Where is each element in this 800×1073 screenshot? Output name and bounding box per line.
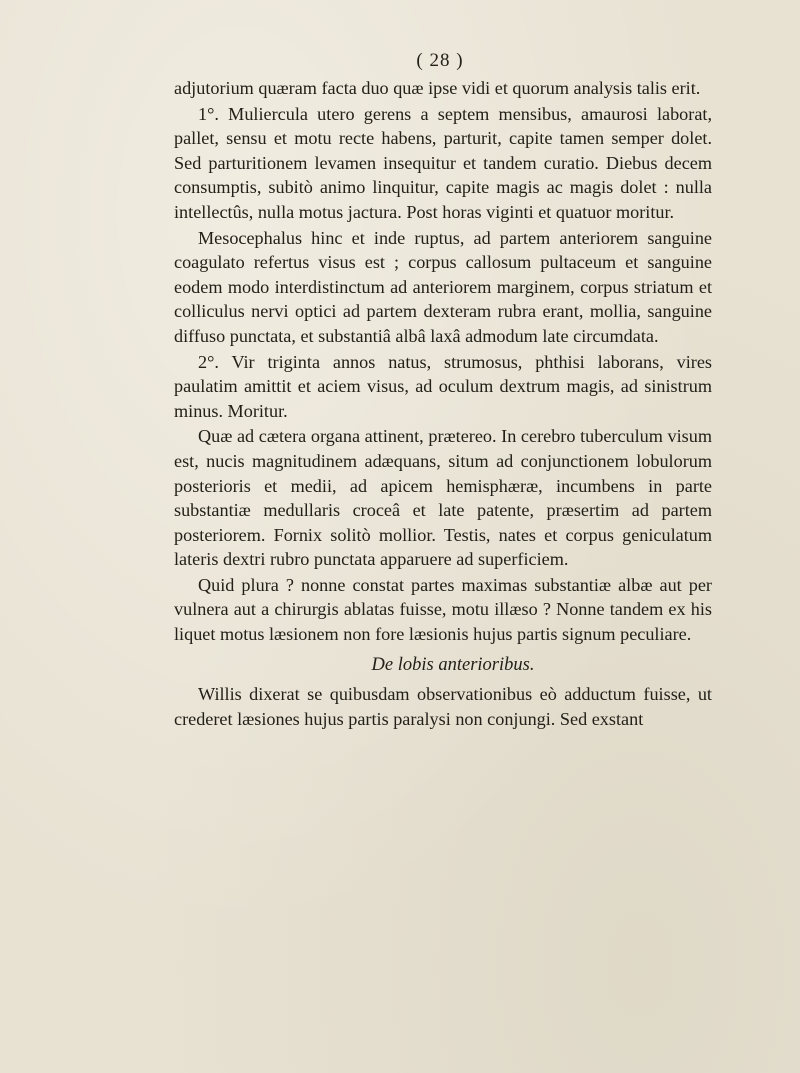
paragraph-case-1: 1°. Muliercula utero gerens a septem mensibus, amaurosi laborat, pallet, sensu et motu recte habens, parturit, capite tamen semper dolet. Sed parturitionem levamen insequitur et tandem curatio. Diebus decem consumptis, subitò animo linquitur, capite magis ac magis dolet : nulla intellectûs, nulla motus jactura. Post horas viginti et quatuor moritur. [174,103,712,222]
paragraph-conclusion: Quid plura ? nonne constat partes maximas substantiæ albæ aut per vulnera aut a chirurgis ablatas fuisse, motu illæso ? Nonne tandem ex his liquet motus læsionem non fore læsionis hujus partis signum peculiare. [174,574,712,645]
page-number: ( 28 ) [416,50,464,71]
page-body [174,76,712,731]
paragraph-continuation: adjutorium quæram facta duo quæ ipse vidi et quorum analysis talis erit. [174,78,701,98]
paragraph-willis: Willis dixerat se quibusdam observationibus eò adductum fuisse, ut crederet læsiones hujus partis paralysi non conjungi. Sed exstant [174,684,712,729]
paragraph-case-1-autopsy: Mesocephalus hinc et inde ruptus, ad partem anteriorem sanguine coagulato refertus visus est ; corpus callosum pultaceum et sanguine eodem modo interdistinctum ad anteriorem marginem, corpus striatum et colliculus nervi optici ad partem dexteram rubra erant, mollia, sanguine diffuso punctata, et substantiâ albâ laxâ admodum late circumdata. [174,227,712,346]
paragraph-case-2-autopsy: Quæ ad cætera organa attinent, prætereo. In cerebro tuberculum visum est, nucis magnitudinem adæquans, situm ad conjunctionem lobulorum posterioris et medii, ad apicem hemisphæræ, incumbens in parte substantiæ medullaris croceâ et late patente, præsertim ad partem posteriorem. Fornix solitò mollior. Testis, nates et corpus geniculatum lateris dextri rubro punctata apparuere ad superficiem. [174,426,712,570]
section-heading: De lobis anterioribus. [371,654,535,675]
paragraph-case-2: 2°. Vir triginta annos natus, strumosus, phthisi laborans, vires paulatim amittit et aciem visus, ad oculum dextrum magis, ad sinistrum minus. Moritur. [174,351,712,421]
